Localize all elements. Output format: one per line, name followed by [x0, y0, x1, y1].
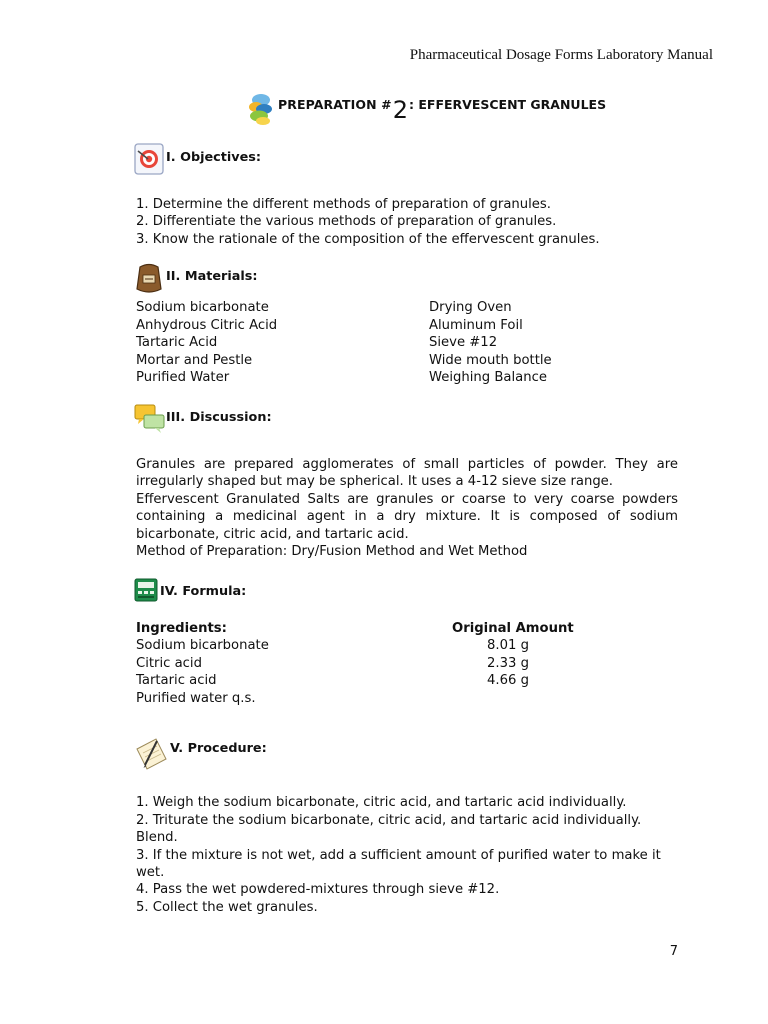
formula-row-1-amount: 8.01 g	[487, 638, 529, 653]
material-left-5: Purified Water	[136, 370, 230, 385]
formula-heading-row	[134, 576, 246, 606]
procedure-step-5: 5. Collect the wet granules.	[136, 900, 318, 915]
formula-row-4-name: Purified water q.s.	[136, 691, 256, 706]
colorful-blob-logo-icon	[248, 92, 274, 128]
material-right-1: Drying Oven	[429, 300, 512, 315]
material-left-4: Mortar and Pestle	[136, 353, 253, 368]
objectives-heading: I. Objectives:	[166, 149, 262, 165]
procedure-heading: V. Procedure:	[170, 740, 267, 756]
material-right-2: Aluminum Foil	[429, 318, 523, 333]
formula-heading: IV. Formula:	[160, 583, 247, 599]
formula-row-2-amount: 2.33 g	[487, 656, 529, 671]
material-left-1: Sodium bicarbonate	[136, 300, 269, 315]
discussion-heading-row	[134, 402, 272, 432]
discussion-heading: III. Discussion:	[166, 409, 272, 425]
formula-row-2-name: Citric acid	[136, 656, 202, 671]
objectives-heading-row	[134, 142, 261, 172]
discussion-paragraph-1: Granules are prepared agglomerates of small particles of powder. They are irregularly shaped but may be spherical. It uses a 4-12 sieve size range.	[136, 457, 678, 490]
target-icon	[134, 142, 164, 172]
discussion-paragraph-2: Effervescent Granulated Salts are granules or coarse to very coarse powders containing a medicinal agent in a dry mixture. It is composed of sodium bicarbonate, citric acid, and tartaric acid.	[136, 492, 678, 542]
green-calculator-icon	[134, 576, 158, 606]
procedure-step-2: 2. Triturate the sodium bicarbonate, citric acid, and tartaric acid individually. Blend.	[136, 813, 642, 846]
objective-2: 2. Differentiate the various methods of preparation of granules.	[136, 214, 557, 229]
procedure-step-1: 1. Weigh the sodium bicarbonate, citric acid, and tartaric acid individually.	[136, 795, 627, 810]
page-number: 7	[669, 944, 678, 959]
preparation-number: 2	[392, 96, 409, 124]
chat-bubbles-icon	[134, 402, 164, 432]
procedure-step-3: 3. If the mixture is not wet, add a sufficient amount of purified water to make it wet.	[136, 848, 661, 881]
procedure-step-4: 4. Pass the wet powdered-mixtures through sieve #12.	[136, 882, 500, 897]
formula-col-amount: Original Amount	[452, 621, 574, 636]
preparation-prefix: PREPARATION #	[278, 97, 392, 112]
preparation-suffix: : EFFERVESCENT GRANULES	[409, 97, 607, 112]
formula-row-1-name: Sodium bicarbonate	[136, 638, 269, 653]
material-right-3: Sieve #12	[429, 335, 498, 350]
material-left-2: Anhydrous Citric Acid	[136, 318, 278, 333]
material-right-4: Wide mouth bottle	[429, 353, 552, 368]
materials-heading-row	[134, 261, 257, 291]
formula-row-3-amount: 4.66 g	[487, 673, 529, 688]
preparation-title	[248, 92, 606, 128]
material-left-3: Tartaric Acid	[136, 335, 218, 350]
formula-row-3-name: Tartaric acid	[136, 673, 217, 688]
discussion-paragraph-3: Method of Preparation: Dry/Fusion Method and Wet Method	[136, 544, 528, 559]
formula-col-ingredients: Ingredients:	[136, 621, 227, 636]
procedure-heading-row	[134, 735, 267, 775]
material-right-5: Weighing Balance	[429, 370, 547, 385]
notepad-pencil-icon	[134, 735, 168, 775]
objective-3: 3. Know the rationale of the composition of the effervescent granules.	[136, 232, 600, 247]
materials-heading: II. Materials:	[166, 268, 258, 284]
running-header: Pharmaceutical Dosage Forms Laboratory Manual	[409, 47, 713, 63]
objective-1: 1. Determine the different methods of preparation of granules.	[136, 197, 551, 212]
sack-icon	[134, 261, 164, 291]
